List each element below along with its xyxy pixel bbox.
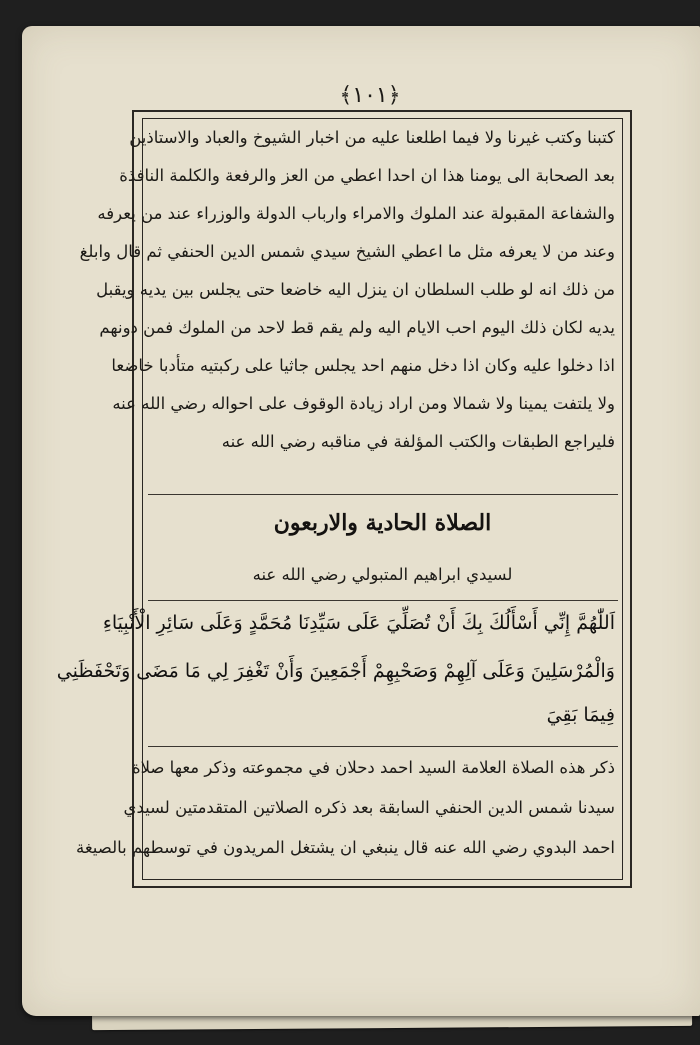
biography-line: من ذلك انه لو طلب السلطان ان ينزل اليه خاضعا حتى يجلس بين يديه ويقبل (96, 280, 615, 299)
prayer-line: وَالْمُرْسَلِينَ وَعَلَى آلِهِمْ وَصَحْبِهِمْ أَجْمَعِينَ وَأَنْ تَغْفِرَ لِي مَا مَضَى وَتَحْفَظَنِي (56, 660, 615, 682)
biography-line: كتبنا وكتب غيرنا ولا فيما اطلعنا عليه من اخبار الشيوخ والعباد والاستاذين (129, 128, 615, 147)
section-title: الصلاة الحادية والاربعون (273, 510, 492, 536)
prayer-divider-top (148, 600, 618, 601)
note-line: سيدنا شمس الدين الحنفي السابقة بعد ذكره الصلاتين المتقدمتين لسيدي (123, 798, 615, 817)
biography-line: بعد الصحابة الى يومنا هذا ان احدا اعطي من العز والرفعة والكلمة النافذة (119, 166, 615, 185)
note-line: احمد البدوي رضي الله عنه قال ينبغي ان يشتغل المريدون في توسطهم بالصيغة (75, 838, 615, 857)
biography-line: ولا يلتفت يمينا ولا شمالا ومن اراد زيادة الوقوف على احواله رضي الله عنه (112, 394, 615, 413)
prayer-divider-bottom (148, 746, 618, 747)
biography-line: والشفاعة المقبولة عند الملوك والامراء وارباب الدولة والوزراء عند من يعرفه (97, 204, 615, 223)
biography-line: اذا دخلوا عليه وكان اذا دخل منهم احد يجلس جاثيا على ركبتيه متأدبا خاضعا (111, 356, 615, 375)
prayer-line: اَللّٰهُمَّ إِنِّي أَسْأَلُكَ بِكَ أَنْ تُصَلِّيَ عَلَى سَيِّدِنَا مُحَمَّدٍ وَعَلَى سَائِرِ الْأَنْبِيَاءِ (102, 612, 615, 634)
prayer-line: فِيمَا بَقِيَ (546, 704, 615, 726)
biography-line: وعند من لا يعرفه مثل ما اعطي الشيخ سيدي شمس الدين الحنفي ثم قال وابلغ (79, 242, 615, 261)
biography-line: يديه لكان ذلك اليوم احب الايام اليه ولم يقم قط لاحد من الملوك فمن دونهم (99, 318, 615, 337)
section-subtitle: لسيدي ابراهيم المتبولي رضي الله عنه (252, 565, 513, 584)
section-divider (148, 494, 618, 495)
biography-line: فليراجع الطبقات والكتب المؤلفة في مناقبه رضي الله عنه (221, 432, 615, 451)
note-line: ذكر هذه الصلاة العلامة السيد احمد دحلان في مجموعته وذكر معها صلاة (131, 758, 615, 777)
page-number: ﴿١٠١﴾ (339, 83, 401, 108)
